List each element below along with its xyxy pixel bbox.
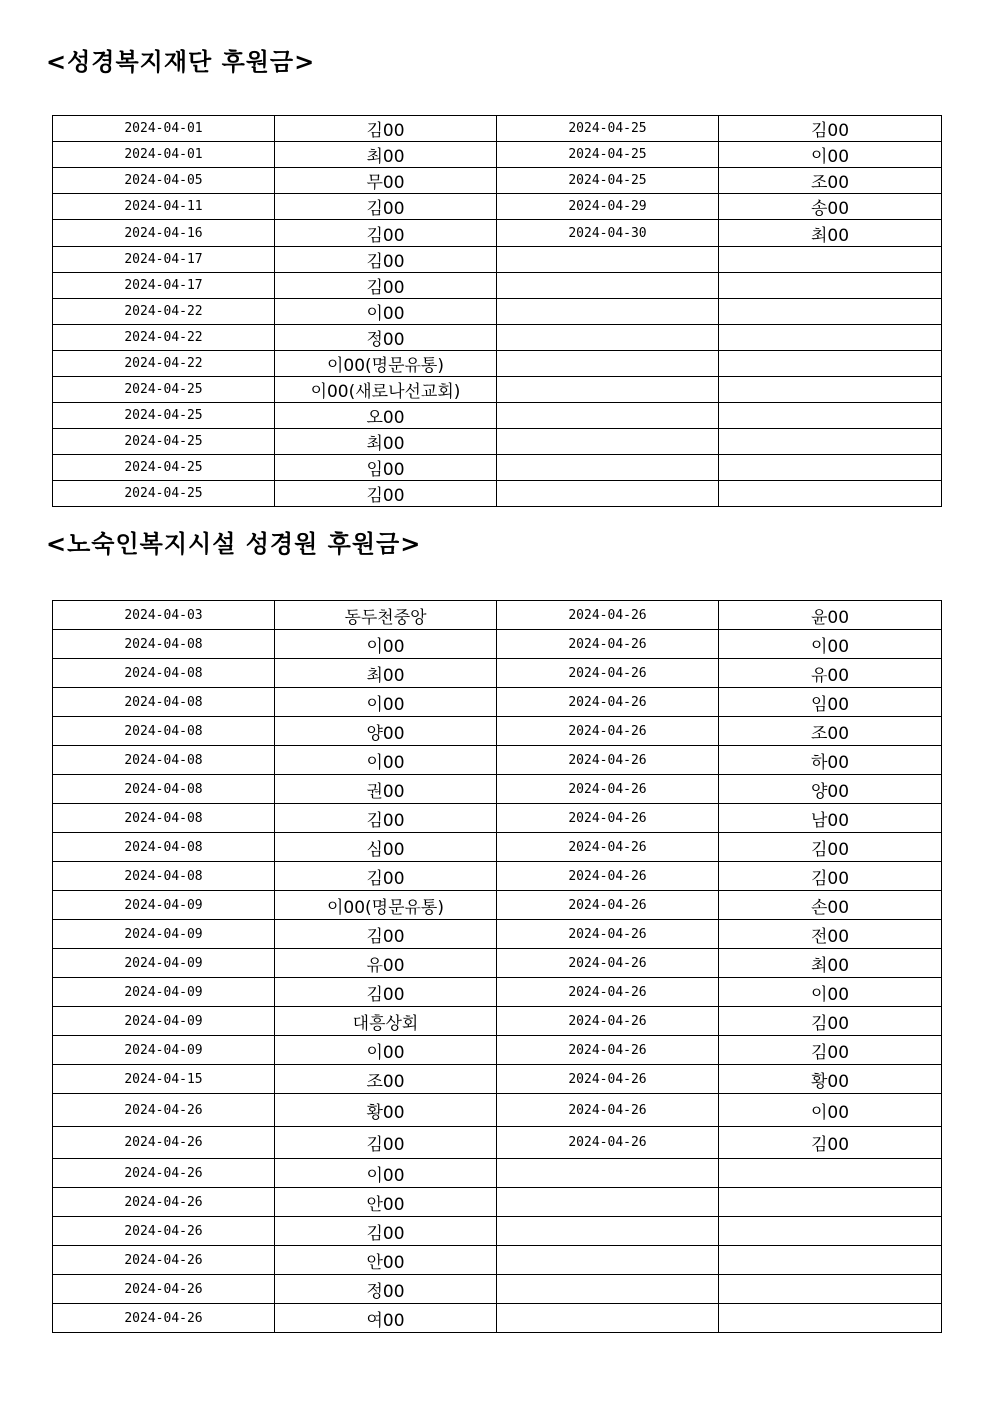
table-row — [53, 273, 942, 299]
table-row — [53, 688, 942, 717]
date-cell: 2024-04-26 — [497, 978, 719, 1007]
donor-table-shelter — [52, 600, 942, 1333]
date-cell: 2024-04-25 — [53, 403, 275, 429]
date-cell: 2024-04-17 — [53, 247, 275, 273]
donor-name-cell: 조00 — [719, 168, 942, 194]
table-row — [53, 1159, 942, 1188]
donor-name-cell: 김00 — [719, 1007, 942, 1036]
donor-name-cell — [719, 1217, 942, 1246]
donor-name-cell — [719, 273, 942, 299]
donor-name-cell: 오00 — [275, 403, 497, 429]
date-cell: 2024-04-22 — [53, 299, 275, 325]
donor-name-cell: 최00 — [275, 659, 497, 688]
donor-name-cell — [719, 325, 942, 351]
table-row — [53, 1188, 942, 1217]
date-cell: 2024-04-30 — [497, 220, 719, 247]
donor-name-cell: 최00 — [719, 220, 942, 247]
table-row — [53, 1065, 942, 1094]
table-row — [53, 862, 942, 891]
table-row — [53, 1094, 942, 1127]
date-cell — [497, 1275, 719, 1304]
donor-name-cell: 김00 — [275, 804, 497, 833]
donor-name-cell: 조00 — [719, 717, 942, 746]
donor-name-cell: 안00 — [275, 1246, 497, 1275]
table-row — [53, 920, 942, 949]
donor-name-cell: 양00 — [719, 775, 942, 804]
donor-name-cell: 김00 — [275, 1127, 497, 1159]
date-cell: 2024-04-29 — [497, 194, 719, 220]
date-cell: 2024-04-26 — [53, 1188, 275, 1217]
date-cell: 2024-04-26 — [53, 1127, 275, 1159]
donor-name-cell: 황00 — [275, 1094, 497, 1127]
date-cell: 2024-04-09 — [53, 1007, 275, 1036]
donor-name-cell — [719, 429, 942, 455]
date-cell: 2024-04-01 — [53, 142, 275, 168]
donor-name-cell: 임00 — [275, 455, 497, 481]
donor-name-cell: 정00 — [275, 1275, 497, 1304]
date-cell: 2024-04-09 — [53, 978, 275, 1007]
date-cell: 2024-04-26 — [497, 746, 719, 775]
table-row — [53, 775, 942, 804]
donor-name-cell: 이00 — [275, 299, 497, 325]
date-cell: 2024-04-26 — [497, 1127, 719, 1159]
donor-name-cell: 김00 — [719, 862, 942, 891]
donor-name-cell: 김00 — [719, 1127, 942, 1159]
donor-name-cell: 김00 — [275, 220, 497, 247]
donor-name-cell: 김00 — [275, 920, 497, 949]
table-row — [53, 1275, 942, 1304]
donor-name-cell: 황00 — [719, 1065, 942, 1094]
donor-name-cell — [719, 455, 942, 481]
table-row — [53, 247, 942, 273]
date-cell: 2024-04-08 — [53, 833, 275, 862]
donor-name-cell: 이00 — [275, 746, 497, 775]
date-cell: 2024-04-25 — [53, 429, 275, 455]
donor-name-cell: 권00 — [275, 775, 497, 804]
date-cell: 2024-04-26 — [497, 1065, 719, 1094]
date-cell: 2024-04-15 — [53, 1065, 275, 1094]
table-row — [53, 1304, 942, 1333]
date-cell: 2024-04-08 — [53, 717, 275, 746]
table-row — [53, 717, 942, 746]
donor-name-cell: 유00 — [719, 659, 942, 688]
date-cell — [497, 1246, 719, 1275]
table-row — [53, 833, 942, 862]
donor-name-cell: 손00 — [719, 891, 942, 920]
donor-name-cell — [719, 1188, 942, 1217]
donor-name-cell — [719, 1246, 942, 1275]
donor-name-cell: 이00 — [719, 1094, 942, 1127]
date-cell: 2024-04-08 — [53, 630, 275, 659]
date-cell: 2024-04-03 — [53, 601, 275, 630]
donor-name-cell: 이00 — [719, 978, 942, 1007]
date-cell: 2024-04-16 — [53, 220, 275, 247]
table-row — [53, 142, 942, 168]
table-row — [53, 630, 942, 659]
date-cell: 2024-04-25 — [497, 116, 719, 142]
date-cell: 2024-04-26 — [53, 1275, 275, 1304]
date-cell: 2024-04-26 — [497, 688, 719, 717]
donor-name-cell — [719, 1304, 942, 1333]
donor-table-foundation — [52, 115, 942, 507]
donor-name-cell: 김00 — [275, 862, 497, 891]
donor-name-cell: 전00 — [719, 920, 942, 949]
date-cell — [497, 1217, 719, 1246]
date-cell: 2024-04-26 — [53, 1159, 275, 1188]
donor-name-cell: 조00 — [275, 1065, 497, 1094]
date-cell: 2024-04-26 — [497, 804, 719, 833]
table-row — [53, 601, 942, 630]
donor-name-cell: 이00(명문유통) — [275, 351, 497, 377]
donor-name-cell: 최00 — [275, 142, 497, 168]
date-cell: 2024-04-25 — [53, 377, 275, 403]
date-cell — [497, 403, 719, 429]
date-cell: 2024-04-26 — [497, 775, 719, 804]
section-title-shelter: <노숙인복지시설 성경원 후원금> — [46, 530, 422, 558]
donor-name-cell: 김00 — [275, 978, 497, 1007]
donor-name-cell — [719, 299, 942, 325]
date-cell: 2024-04-26 — [497, 1007, 719, 1036]
date-cell — [497, 377, 719, 403]
donor-name-cell: 여00 — [275, 1304, 497, 1333]
donor-name-cell: 이00 — [275, 688, 497, 717]
donor-name-cell — [719, 247, 942, 273]
date-cell — [497, 273, 719, 299]
donor-name-cell — [719, 403, 942, 429]
table-row — [53, 220, 942, 247]
donor-name-cell: 최00 — [275, 429, 497, 455]
date-cell: 2024-04-09 — [53, 949, 275, 978]
donor-name-cell: 무00 — [275, 168, 497, 194]
date-cell: 2024-04-26 — [497, 920, 719, 949]
donor-name-cell: 이00 — [275, 1036, 497, 1065]
table-row — [53, 481, 942, 507]
table-row — [53, 949, 942, 978]
donor-name-cell: 하00 — [719, 746, 942, 775]
date-cell: 2024-04-26 — [497, 949, 719, 978]
donor-name-cell: 송00 — [719, 194, 942, 220]
table-row — [53, 746, 942, 775]
donor-name-cell: 김00 — [275, 116, 497, 142]
date-cell — [497, 325, 719, 351]
date-cell: 2024-04-11 — [53, 194, 275, 220]
donor-name-cell: 김00 — [275, 247, 497, 273]
date-cell — [497, 1304, 719, 1333]
date-cell — [497, 481, 719, 507]
donor-name-cell: 이00(새로나선교회) — [275, 377, 497, 403]
date-cell: 2024-04-08 — [53, 746, 275, 775]
date-cell: 2024-04-09 — [53, 891, 275, 920]
table-row — [53, 804, 942, 833]
date-cell: 2024-04-22 — [53, 351, 275, 377]
table-row — [53, 1007, 942, 1036]
donor-name-cell: 이00(명문유통) — [275, 891, 497, 920]
donor-name-cell: 동두천중앙 — [275, 601, 497, 630]
donor-name-cell: 최00 — [719, 949, 942, 978]
donor-name-cell — [719, 377, 942, 403]
date-cell: 2024-04-26 — [497, 862, 719, 891]
date-cell: 2024-04-25 — [497, 142, 719, 168]
table-row — [53, 116, 942, 142]
date-cell: 2024-04-25 — [53, 481, 275, 507]
date-cell: 2024-04-26 — [53, 1304, 275, 1333]
table-row — [53, 1127, 942, 1159]
table-row — [53, 194, 942, 220]
donor-name-cell: 이00 — [275, 630, 497, 659]
table-row — [53, 659, 942, 688]
donor-name-cell — [719, 351, 942, 377]
date-cell — [497, 247, 719, 273]
donor-name-cell — [719, 1275, 942, 1304]
date-cell: 2024-04-08 — [53, 804, 275, 833]
date-cell: 2024-04-08 — [53, 688, 275, 717]
date-cell: 2024-04-05 — [53, 168, 275, 194]
table-row — [53, 1246, 942, 1275]
date-cell — [497, 455, 719, 481]
date-cell: 2024-04-26 — [497, 1094, 719, 1127]
date-cell: 2024-04-25 — [53, 455, 275, 481]
donor-name-cell: 김00 — [275, 481, 497, 507]
table-row — [53, 978, 942, 1007]
donor-name-cell: 김00 — [719, 833, 942, 862]
date-cell — [497, 1159, 719, 1188]
date-cell: 2024-04-22 — [53, 325, 275, 351]
date-cell: 2024-04-26 — [497, 891, 719, 920]
date-cell — [497, 1188, 719, 1217]
donor-name-cell: 윤00 — [719, 601, 942, 630]
section-title-foundation: <성경복지재단 후원금> — [46, 48, 316, 76]
table-row — [53, 377, 942, 403]
date-cell: 2024-04-17 — [53, 273, 275, 299]
date-cell: 2024-04-09 — [53, 1036, 275, 1065]
donor-name-cell — [719, 1159, 942, 1188]
table-row — [53, 168, 942, 194]
donor-name-cell: 김00 — [275, 194, 497, 220]
table-row — [53, 299, 942, 325]
date-cell: 2024-04-26 — [497, 659, 719, 688]
table-row — [53, 429, 942, 455]
date-cell: 2024-04-08 — [53, 775, 275, 804]
date-cell — [497, 299, 719, 325]
date-cell: 2024-04-01 — [53, 116, 275, 142]
donor-name-cell: 정00 — [275, 325, 497, 351]
table-row — [53, 351, 942, 377]
donor-name-cell — [719, 481, 942, 507]
donor-name-cell: 이00 — [275, 1159, 497, 1188]
date-cell: 2024-04-26 — [497, 630, 719, 659]
donor-name-cell: 유00 — [275, 949, 497, 978]
date-cell: 2024-04-26 — [497, 717, 719, 746]
table-row — [53, 891, 942, 920]
donor-name-cell: 이00 — [719, 142, 942, 168]
date-cell: 2024-04-26 — [497, 833, 719, 862]
donor-name-cell: 안00 — [275, 1188, 497, 1217]
date-cell — [497, 351, 719, 377]
donor-name-cell: 임00 — [719, 688, 942, 717]
date-cell: 2024-04-26 — [497, 1036, 719, 1065]
donor-name-cell: 김00 — [719, 116, 942, 142]
table-row — [53, 1217, 942, 1246]
donor-name-cell: 남00 — [719, 804, 942, 833]
date-cell — [497, 429, 719, 455]
date-cell: 2024-04-26 — [53, 1094, 275, 1127]
date-cell: 2024-04-26 — [53, 1217, 275, 1246]
donor-name-cell: 양00 — [275, 717, 497, 746]
donor-name-cell: 김00 — [719, 1036, 942, 1065]
date-cell: 2024-04-09 — [53, 920, 275, 949]
donor-name-cell: 대흥상회 — [275, 1007, 497, 1036]
date-cell: 2024-04-08 — [53, 659, 275, 688]
date-cell: 2024-04-08 — [53, 862, 275, 891]
donor-name-cell: 김00 — [275, 273, 497, 299]
table-row — [53, 455, 942, 481]
table-row — [53, 1036, 942, 1065]
donor-name-cell: 이00 — [719, 630, 942, 659]
table-row — [53, 325, 942, 351]
date-cell: 2024-04-25 — [497, 168, 719, 194]
table-row — [53, 403, 942, 429]
donor-name-cell: 김00 — [275, 1217, 497, 1246]
date-cell: 2024-04-26 — [53, 1246, 275, 1275]
date-cell: 2024-04-26 — [497, 601, 719, 630]
donor-name-cell: 심00 — [275, 833, 497, 862]
